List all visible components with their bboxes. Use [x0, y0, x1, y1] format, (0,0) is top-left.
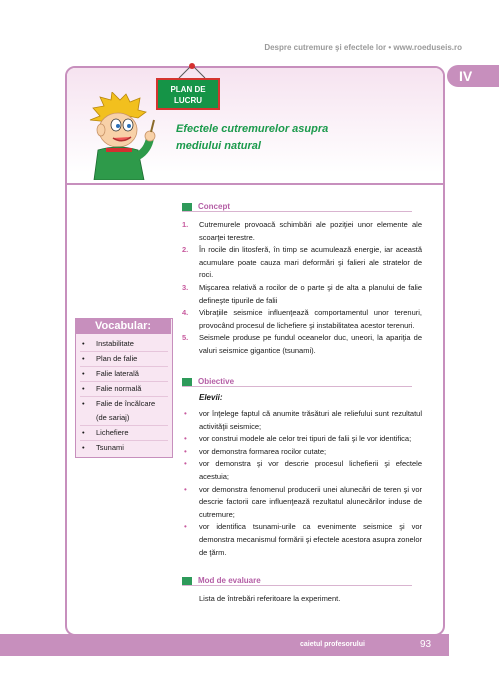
objective-item: • vor demonstra formarea rocilor cutate;: [184, 446, 327, 456]
objectives-intro: Elevii:: [199, 393, 223, 402]
concept-heading: [182, 202, 412, 212]
objectives-list: [182, 408, 422, 559]
section-divider: [67, 183, 443, 185]
evaluation-heading-label: Mod de evaluare: [198, 576, 261, 585]
evaluation-heading: [182, 576, 412, 586]
section-square-icon: [182, 577, 192, 585]
concept-item: 2. În rocile din litosferă, în timp se acumulează energie, iar această acumulare poate cauza mari deformări şi falieri ale stratelor de roci.: [182, 245, 422, 280]
concept-list: [182, 219, 422, 358]
objective-item: • vor demonstra şi vor descrie procesul lichefierii şi efectele acestuia;: [184, 459, 422, 481]
vocab-item: • Instabilitate: [80, 337, 168, 352]
objective-item: • vor înţelege faptul că anumite trăsături ale reliefului sunt rezultatul activităţii seismice;: [184, 409, 422, 431]
concept-heading-label: Concept: [198, 202, 230, 211]
badge-line-1: PLAN DE: [170, 85, 206, 94]
objectives-heading: [182, 377, 412, 387]
section-square-icon: [182, 378, 192, 386]
footer-bar: [0, 634, 449, 656]
lesson-subtitle: [176, 121, 376, 155]
objective-item: • vor identifica tsunami-urile ca evenimente seismice şi vor demonstra mecanismul formării şi efectele acestora asupra zonelor de ţărm.: [184, 522, 423, 557]
concept-item: 3. Mişcarea relativă a rocilor de o parte şi de alta a planului de falie defineşte tipurile de falii: [182, 282, 422, 305]
subtitle-line-2: mediului natural: [176, 140, 261, 152]
running-header: Despre cutremure şi efectele lor • www.roeduseis.ro: [264, 43, 462, 52]
objective-item: • vor construi modele ale celor trei tipuri de falii şi le vor identifica;: [184, 434, 412, 444]
vocabulary-title: Vocabular:: [75, 318, 171, 334]
vocab-item: • Tsunami: [82, 443, 124, 452]
vocab-item: • Plan de falie: [80, 352, 168, 367]
section-square-icon: [182, 203, 192, 211]
subtitle-line-1: Efectele cutremurelor asupra: [176, 123, 329, 135]
concept-item: 1. Cutremurele provoacă schimbări ale poziţiei unor elemente ale scoarţei terestre.: [182, 220, 422, 242]
concept-item: 4. Vibraţiile seismice influenţează comportamentul unor terenuri, provocând procesul de lichefiere şi instabilitatea acestor terenuri.: [182, 308, 422, 330]
objective-item: • vor demonstra fenomenul producerii unei alunecări de teren şi vor descrie factorii care influenţează rezultatul alunecărilor induse de cutremure;: [184, 484, 422, 519]
vocab-item: • Falie de încălcare (de sariaj): [80, 397, 168, 426]
vocabulary-list: [80, 337, 168, 455]
concept-item: 5. Seismele produse pe fundul oceanelor duc, uneori, la apariţia de valuri seismice gigantice (tsunami).: [182, 333, 422, 355]
vocab-item: • Falie laterală: [80, 367, 168, 382]
plan-de-lucru-badge: [156, 78, 220, 110]
page-number: 93: [420, 639, 432, 650]
chapter-tab: IV: [447, 65, 499, 87]
footer-label: caietul profesorului: [300, 641, 365, 648]
vocab-item: • Lichefiere: [80, 426, 168, 441]
vocab-item: • Falie normală: [80, 382, 168, 397]
badge-line-2: LUCRU: [174, 96, 202, 105]
evaluation-text: Lista de întrebări referitoare la experiment.: [199, 594, 341, 603]
objectives-heading-label: Obiective: [198, 377, 235, 386]
